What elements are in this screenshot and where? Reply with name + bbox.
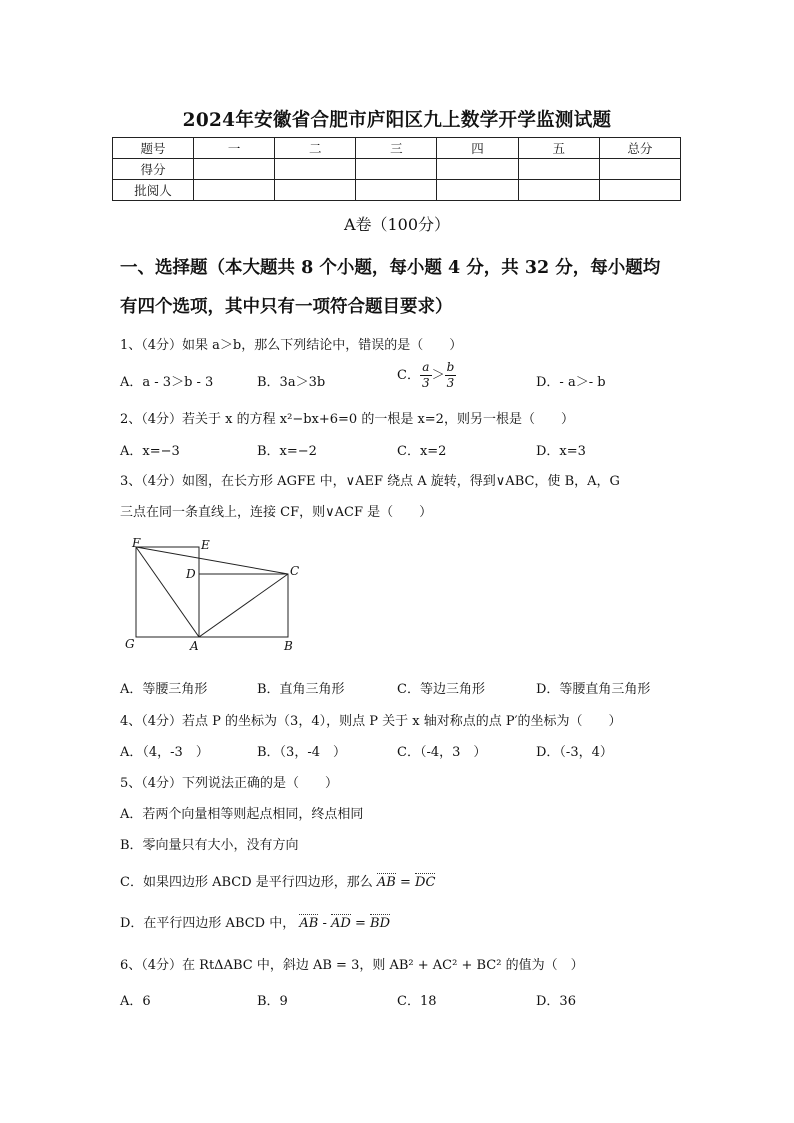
part1-heading-line2: 有四个选项，其中只有一项符合题目要求） <box>120 297 453 317</box>
fraction-denominator: 3 <box>446 376 455 390</box>
question-1-stem: 1、（4分）如果 a＞b，那么下列结论中，错误的是（ ） <box>120 338 463 353</box>
question-3-option-d[interactable]: D．等腰直角三角形 <box>536 682 651 697</box>
question-1-option-a[interactable]: A．a - 3＞b - 3 <box>120 375 214 390</box>
score-table-cell[interactable] <box>437 180 518 201</box>
vector-AB: AB <box>376 875 396 890</box>
point-label-D: D <box>186 567 196 581</box>
page-title: 2024年安徽省合肥市庐阳区九上数学开学监测试题 <box>182 110 612 131</box>
score-table-cell: 题号 <box>113 138 194 159</box>
score-table-cell: 四 <box>437 138 518 159</box>
question-4-option-a[interactable]: A．（4，-3 ） <box>120 745 209 760</box>
question-4-option-c[interactable]: C．（-4，3 ） <box>397 745 487 760</box>
question-3-figure <box>120 532 310 657</box>
fraction-denominator: 3 <box>421 376 430 390</box>
score-table-cell: 一 <box>194 138 275 159</box>
fraction-b-over-3 <box>445 360 457 391</box>
question-5-option-d[interactable] <box>120 912 390 931</box>
option-label: C． <box>397 368 420 383</box>
equals-sign: = <box>354 916 366 931</box>
score-table-row-grader <box>113 180 681 201</box>
point-label-C: C <box>290 564 300 578</box>
question-1-option-d[interactable]: D．- a＞- b <box>536 375 606 390</box>
score-table-cell[interactable] <box>518 180 599 201</box>
score-table-cell[interactable] <box>599 159 680 180</box>
score-table-cell[interactable] <box>518 159 599 180</box>
score-table-cell[interactable] <box>599 180 680 201</box>
question-4-option-b[interactable]: B．（3，-4 ） <box>257 745 346 760</box>
score-table-header-row <box>113 138 681 159</box>
score-table-cell[interactable] <box>194 159 275 180</box>
option-text: C．如果四边形 ABCD 是平行四边形，那么 <box>120 875 373 890</box>
score-table-row-score <box>113 159 681 180</box>
vector-AD: AD <box>331 916 351 931</box>
fraction-a-over-3 <box>420 360 432 391</box>
vector-BD: BD <box>370 916 391 931</box>
fraction-numerator: a <box>420 360 432 376</box>
score-table-cell: 五 <box>518 138 599 159</box>
question-2-option-d[interactable]: D．x=3 <box>536 444 586 459</box>
option-text: D．在平行四边形 ABCD 中， <box>120 916 296 931</box>
greater-than-sign: ＞ <box>431 368 445 383</box>
fraction-numerator: b <box>446 360 455 374</box>
score-table-cell[interactable] <box>194 180 275 201</box>
score-table-cell[interactable] <box>275 180 356 201</box>
score-table-cell: 批阅人 <box>113 180 194 201</box>
point-label-G: G <box>125 637 135 651</box>
question-1-option-b[interactable]: B．3a＞3b <box>257 375 326 390</box>
point-label-F: F <box>132 536 141 550</box>
question-6-stem: 6、（4分）在 RtΔABC 中，斜边 AB = 3，则 AB² + AC² + BC² 的值为（ ） <box>120 958 584 973</box>
question-6-option-c[interactable]: C．18 <box>397 994 437 1009</box>
question-2-option-b[interactable]: B．x=−2 <box>257 444 317 459</box>
question-3-option-b[interactable]: B．直角三角形 <box>257 682 345 697</box>
score-table-cell: 二 <box>275 138 356 159</box>
section-a-heading: A卷（100分） <box>343 215 451 234</box>
point-label-B: B <box>284 639 293 653</box>
question-3-stem-line2: 三点在同一条直线上，连接 CF，则∨ACF 是（ ） <box>120 505 433 520</box>
question-2-option-a[interactable]: A．x=−3 <box>120 444 180 459</box>
question-5-option-b[interactable]: B．零向量只有大小，没有方向 <box>120 838 299 853</box>
vector-DC: DC <box>415 875 436 890</box>
question-2-option-c[interactable]: C．x=2 <box>397 444 447 459</box>
score-table-cell[interactable] <box>275 159 356 180</box>
part1-heading-line1: 一、选择题（本大题共 8 个小题，每小题 4 分，共 32 分，每小题均 <box>120 258 661 278</box>
question-6-option-d[interactable]: D．36 <box>536 994 576 1009</box>
question-4-option-d[interactable]: D．（-3，4） <box>536 745 613 760</box>
vector-AB: AB <box>299 916 319 931</box>
segment-FA <box>136 547 199 637</box>
segment-AC <box>199 574 288 637</box>
score-table-cell[interactable] <box>356 159 437 180</box>
question-1-option-c[interactable] <box>397 360 456 391</box>
question-3-option-a[interactable]: A．等腰三角形 <box>120 682 208 697</box>
question-4-stem: 4、（4分）若点 P 的坐标为（3，4），则点 P 关于 x 轴对称点的点 P′的坐标为（ ） <box>120 714 622 729</box>
question-5-option-c[interactable] <box>120 871 435 890</box>
score-table-cell: 三 <box>356 138 437 159</box>
question-2-stem: 2、（4分）若关于 x 的方程 x²−bx+6=0 的一根是 x=2，则另一根是（ ） <box>120 412 574 427</box>
equals-sign: = <box>400 875 411 890</box>
point-label-A: A <box>190 639 199 653</box>
question-5-option-a[interactable]: A．若两个向量相等则起点相同，终点相同 <box>120 807 364 822</box>
score-table-cell: 得分 <box>113 159 194 180</box>
question-6-option-b[interactable]: B．9 <box>257 994 288 1009</box>
segment-FC <box>136 547 288 574</box>
question-5-stem: 5、（4分）下列说法正确的是（ ） <box>120 776 339 791</box>
score-table-cell[interactable] <box>437 159 518 180</box>
point-label-E: E <box>201 538 210 552</box>
question-3-stem-line1: 3、（4分）如图，在长方形 AGFE 中，∨AEF 绕点 A 旋转，得到∨ABC，使 B，A，G <box>120 474 620 489</box>
question-6-option-a[interactable]: A．6 <box>120 994 151 1009</box>
score-table-cell: 总分 <box>599 138 680 159</box>
question-3-option-c[interactable]: C．等边三角形 <box>397 682 485 697</box>
minus-sign: - <box>322 916 327 931</box>
score-table <box>112 137 681 201</box>
score-table-cell[interactable] <box>356 180 437 201</box>
